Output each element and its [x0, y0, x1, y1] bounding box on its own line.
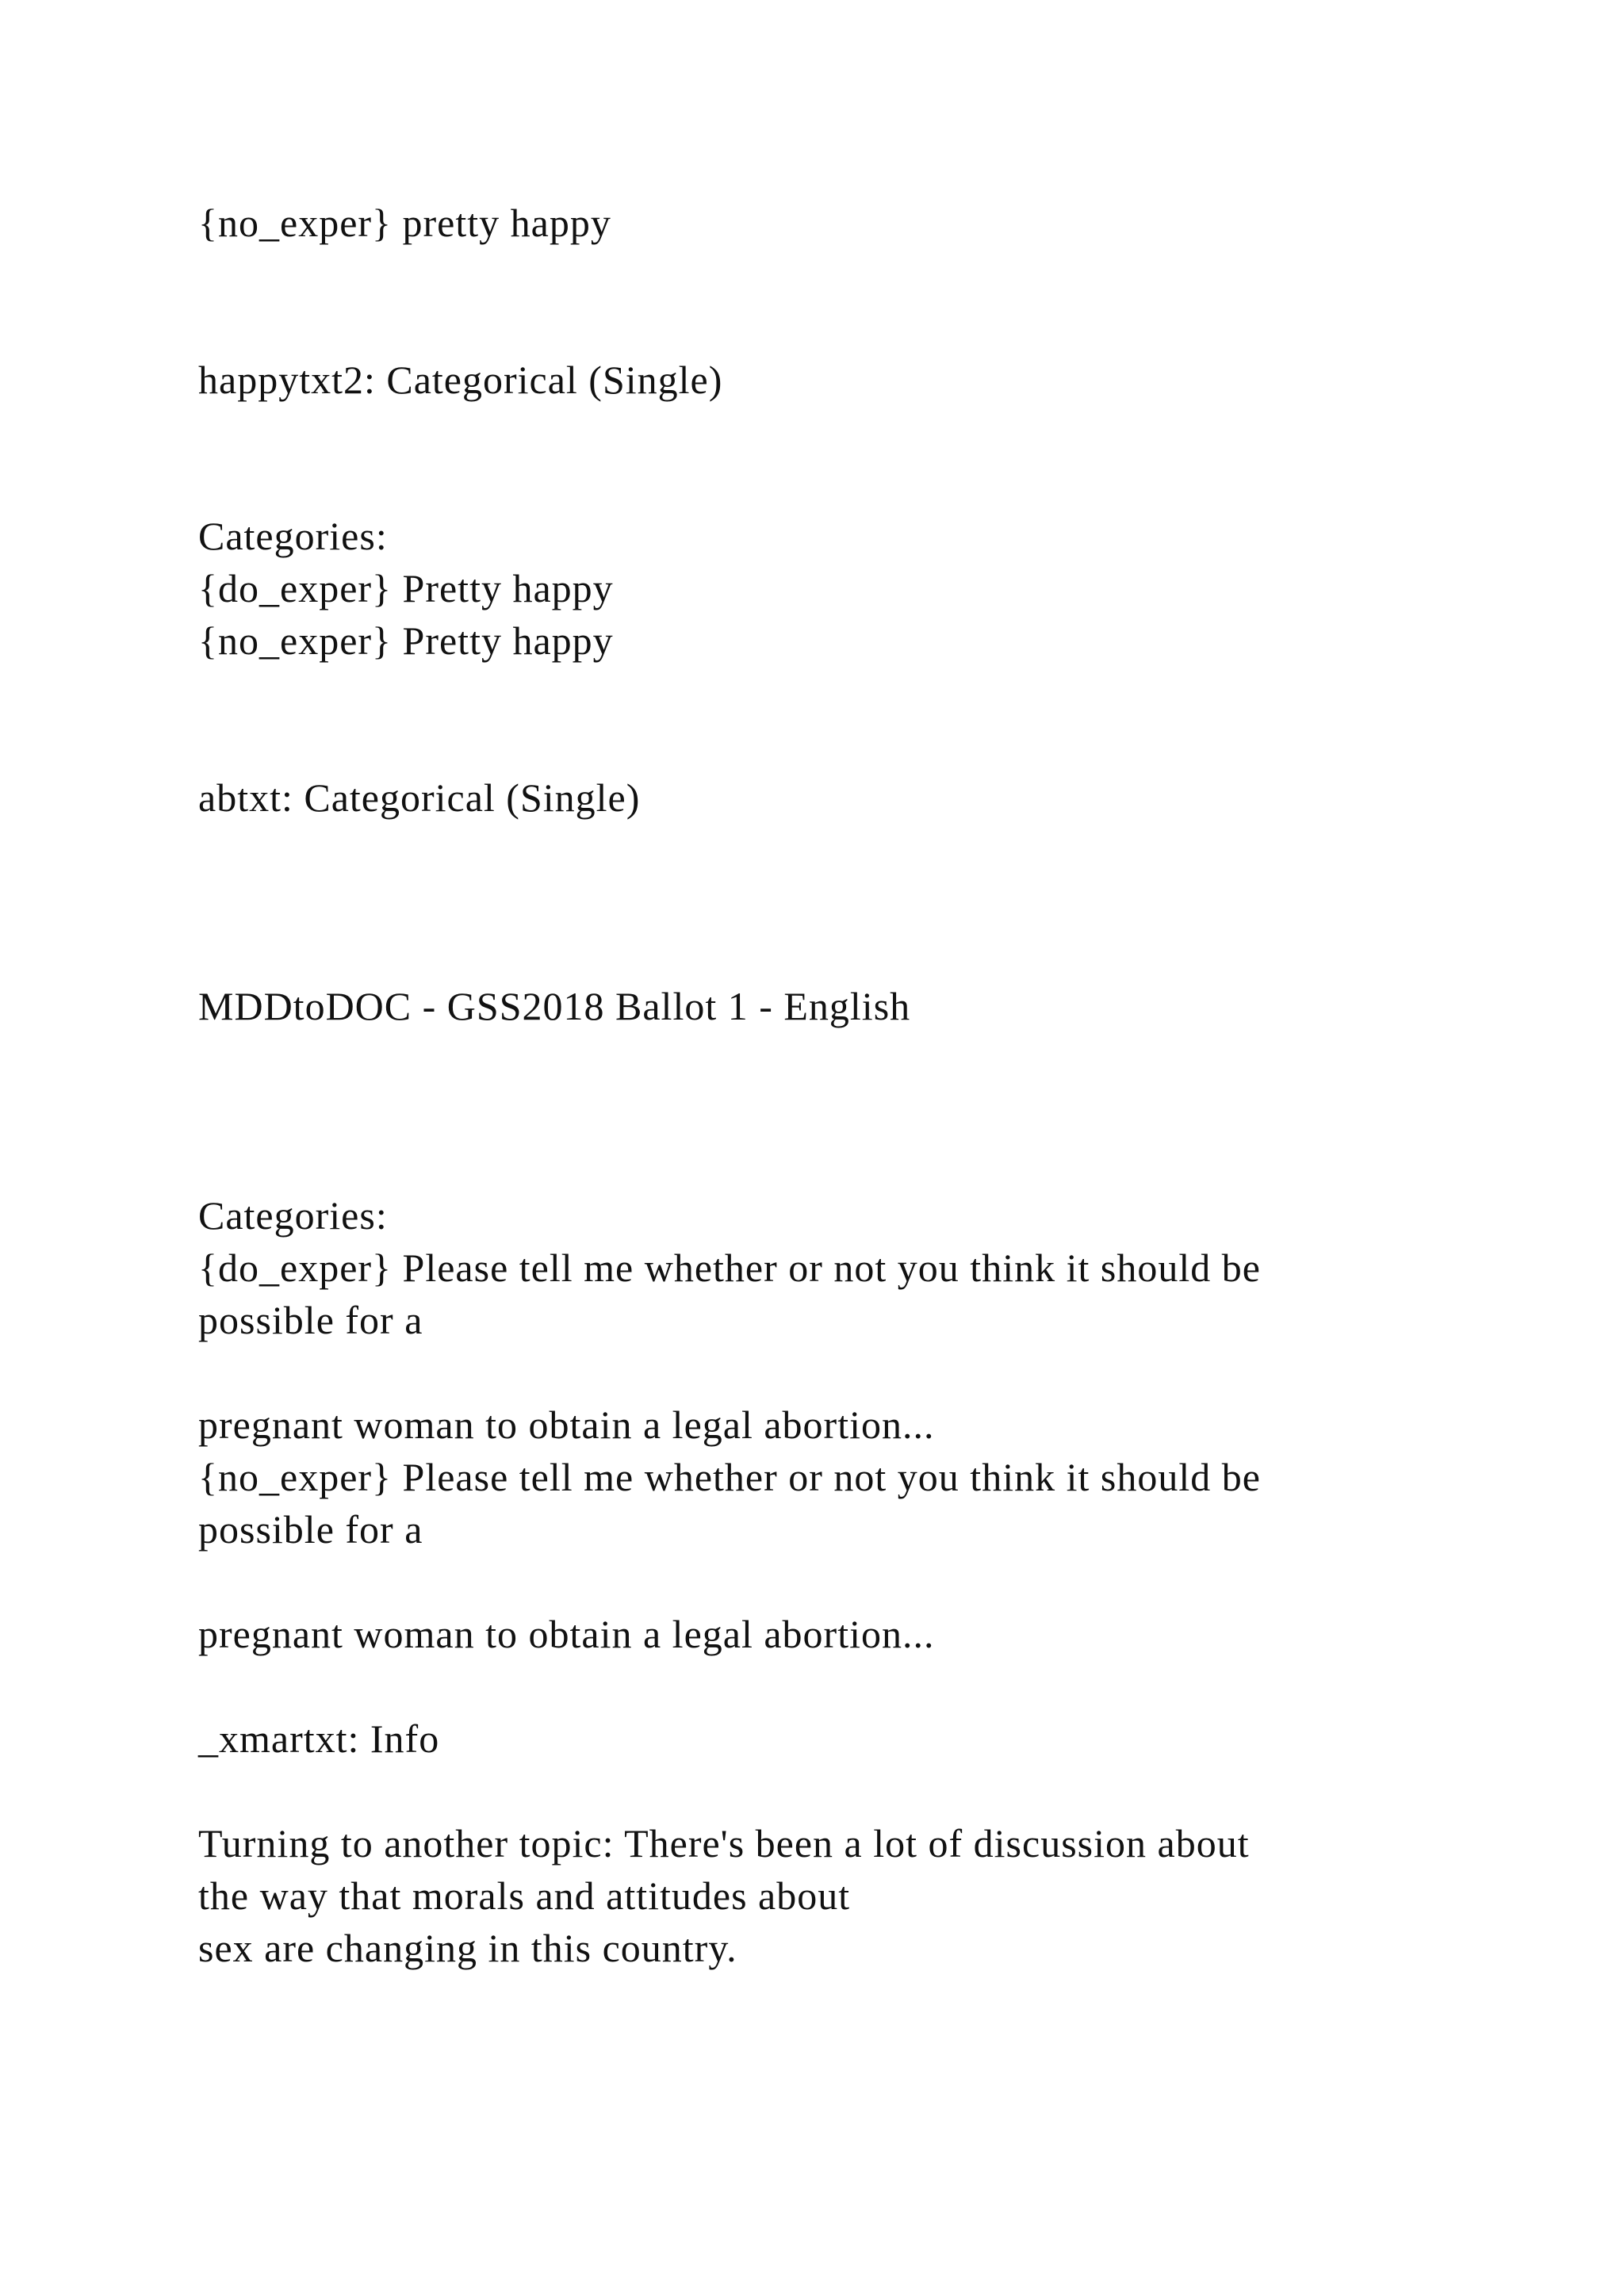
question-heading: happytxt2: Categorical (Single) — [198, 358, 723, 402]
category-item: {do_exper} Pretty happy — [198, 566, 614, 610]
info-text: Turning to another topic: There's been a lot of discussion about — [198, 1821, 1250, 1866]
info-heading: _xmartxt: Info — [198, 1716, 440, 1761]
category-item: {do_exper} Please tell me whether or not you think it should be — [198, 1246, 1261, 1290]
info-text: sex are changing in this country. — [198, 1926, 737, 1970]
category-item: {no_exper} Pretty happy — [198, 618, 614, 663]
question-heading: abtxt: Categorical (Single) — [198, 775, 641, 820]
text-line: {no_exper} pretty happy — [198, 201, 611, 245]
page-header-text: MDDtoDOC - GSS2018 Ballot 1 - English — [198, 984, 911, 1028]
info-text: the way that morals and attitudes about — [198, 1873, 851, 1918]
category-item-continued: possible for a — [198, 1507, 423, 1552]
categories-label: Categories: — [198, 514, 388, 558]
category-item-continued: pregnant woman to obtain a legal abortion... — [198, 1612, 935, 1656]
category-item-continued: possible for a — [198, 1298, 423, 1342]
categories-label: Categories: — [198, 1193, 388, 1238]
category-item: {no_exper} Please tell me whether or not you think it should be — [198, 1455, 1261, 1499]
category-item-continued: pregnant woman to obtain a legal abortion... — [198, 1402, 935, 1447]
